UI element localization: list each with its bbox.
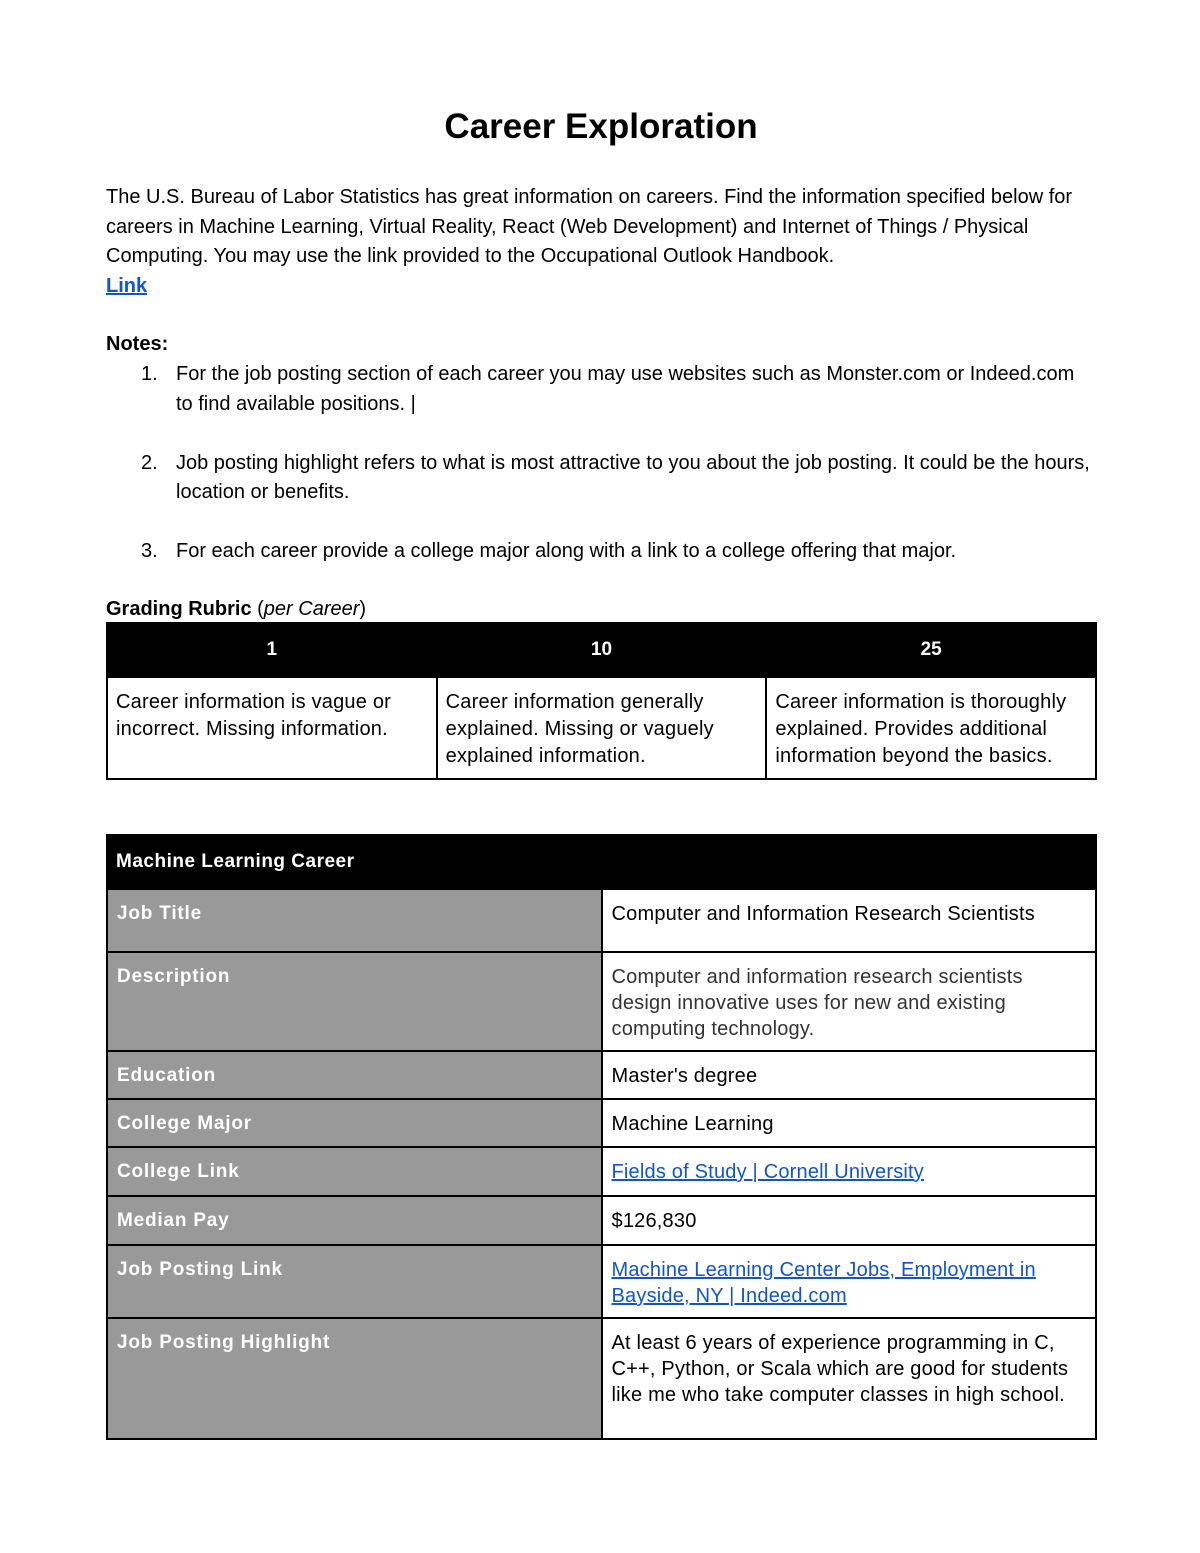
ooh-link[interactable]: Link <box>106 274 148 297</box>
note-item <box>106 449 1096 508</box>
job-posting-link[interactable]: Machine Learning Center Jobs, Employment in Bayside, NY | Indeed.com <box>611 1259 1036 1307</box>
rubric-header-cell: 25 <box>766 623 1096 677</box>
note-text: For the job posting section of each career you may use websites such as Monster.com or Indeed.com to find available positions. | <box>176 363 1075 415</box>
row-label: Job Posting Link <box>107 1245 602 1318</box>
rubric-cell: Career information generally explained. Missing or vaguely explained information. <box>437 677 767 779</box>
page-title: Career Exploration <box>444 107 758 146</box>
note-number: 2. <box>141 451 158 474</box>
intro-paragraph <box>106 183 1096 301</box>
rubric-header-cell: 10 <box>437 623 767 677</box>
rubric-heading-italic: per Career <box>263 598 360 620</box>
table-row <box>107 1099 1096 1147</box>
rubric-header-cell: 1 <box>107 623 437 677</box>
career-heading: Machine Learning Career <box>107 835 1096 889</box>
row-value: Computer and information research scientists design innovative uses for new and existing computing technology. <box>602 952 1097 1051</box>
row-label: Job Posting Highlight <box>107 1318 602 1439</box>
table-row <box>107 1245 1096 1318</box>
rubric-heading-bold: Grading Rubric <box>106 598 252 620</box>
row-value: Computer and Information Research Scientists <box>602 889 1097 952</box>
notes-list <box>106 360 1096 596</box>
table-row <box>107 952 1096 1051</box>
table-row <box>107 1318 1096 1439</box>
note-number: 3. <box>141 540 158 562</box>
note-number: 1. <box>141 363 158 385</box>
row-label: Median Pay <box>107 1196 602 1245</box>
rubric-cell: Career information is thoroughly explained. Provides additional information beyond the basics. <box>766 677 1096 779</box>
row-value: Machine Learning <box>602 1099 1097 1147</box>
college-link[interactable]: Fields of Study | Cornell University <box>611 1161 925 1183</box>
table-row <box>107 1196 1096 1245</box>
note-text: Job posting highlight refers to what is most attractive to you about the job posting. It could be the hours, location or benefits. <box>176 451 1090 503</box>
table-row <box>107 1051 1096 1099</box>
table-row <box>107 889 1096 952</box>
rubric-heading-paren-close: ) <box>359 598 367 620</box>
rubric-heading-paren-open: ( <box>251 598 264 620</box>
note-item <box>106 537 1096 567</box>
career-header-row <box>107 835 1096 889</box>
row-label: Job Title <box>107 889 602 952</box>
machine-learning-career-table <box>106 834 1097 1440</box>
notes-heading: Notes: <box>106 333 169 355</box>
note-item <box>106 360 1096 419</box>
row-label: College Major <box>107 1099 602 1147</box>
rubric-heading <box>106 595 366 624</box>
row-label: Education <box>107 1051 602 1099</box>
row-value <box>602 1245 1097 1318</box>
row-value: At least 6 years of experience programming in C, C++, Python, or Scala which are good for students like me who take computer classes in high school. <box>602 1318 1097 1439</box>
table-row <box>107 1147 1096 1196</box>
row-value: Master's degree <box>602 1051 1097 1099</box>
row-label: College Link <box>107 1147 602 1196</box>
note-text: For each career provide a college major along with a link to a college offering that major. <box>176 540 957 562</box>
rubric-cell: Career information is vague or incorrect. Missing information. <box>107 677 437 779</box>
row-value: $126,830 <box>602 1196 1097 1245</box>
rubric-body-row <box>107 677 1096 779</box>
intro-text: The U.S. Bureau of Labor Statistics has great information on careers. Find the information specified below for careers in Machine Learning, Virtual Reality, React (Web Development) and Internet of Things / Physical Computing. You may use the link provided to the Occupational Outlook Handbook. <box>106 186 1073 267</box>
row-value <box>602 1147 1097 1196</box>
grading-rubric-table <box>106 622 1097 780</box>
rubric-header-row <box>107 623 1096 677</box>
row-label: Description <box>107 952 602 1051</box>
